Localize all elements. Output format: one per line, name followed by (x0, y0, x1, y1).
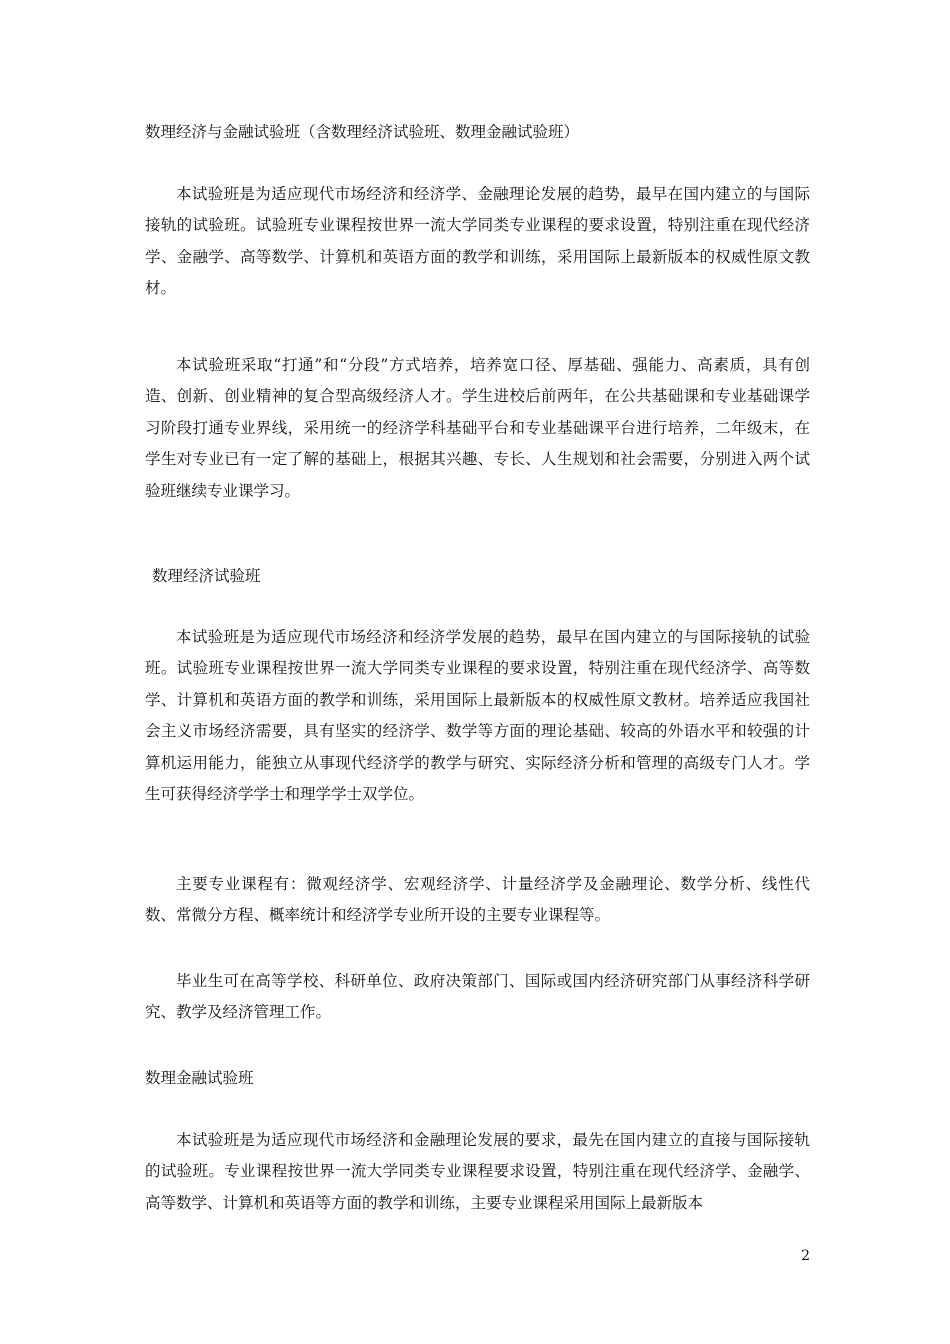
intro-paragraph-1: 本试验班是为适应现代市场经济和经济学、金融理论发展的趋势，最早在国内建立的与国际接轨的试验班。试验班专业课程按世界一流大学同类专业课程的要求设置，特别注重在现代经济学、金融学、高等数学、计算机和英语方面的教学和训练，采用国际上最新版本的权威性原文教材。 (145, 185, 810, 298)
document-title: 数理经济与金融试验班（含数理经济试验班、数理金融试验班） (145, 123, 580, 141)
econ-paragraph-courses: 主要专业课程有：微观经济学、宏观经济学、计量经济学及金融理论、数学分析、线性代数、常微分方程、概率统计和经济学专业所开设的主要专业课程等。 (145, 875, 810, 925)
econ-paragraph-careers: 毕业生可在高等学校、科研单位、政府决策部门、国际或国内经济研究部门从事经济科学研究、教学及经济管理工作。 (145, 972, 810, 1022)
section-heading-econ: 数理经济试验班 (152, 567, 261, 585)
intro-paragraph-2: 本试验班采取“打通”和“分段”方式培养，培养宽口径、厚基础、强能力、高素质，具有创造、创新、创业精神的复合型高级经济人才。学生进校后前两年，在公共基础课和专业基础课学习阶段打通专业界线，采用统一的经济学科基础平台和专业基础课平台进行培养，二年级末，在学生对专业已有一定了解的基础上，根据其兴趣、专长、人生规划和社会需要，分别进入两个试验班继续专业课学习。 (145, 356, 810, 500)
section-heading-fin: 数理金融试验班 (145, 1069, 254, 1087)
page-number: 2 (801, 1248, 810, 1264)
fin-paragraph-1: 本试验班是为适应现代市场经济和金融理论发展的要求，最先在国内建立的直接与国际接轨的试验班。专业课程按世界一流大学同类专业课程要求设置，特别注重在现代经济学、金融学、高等数学、计算机和英语等方面的教学和训练，主要专业课程采用国际上最新版本 (145, 1131, 810, 1212)
econ-paragraph-1: 本试验班是为适应现代市场经济和经济学发展的趋势，最早在国内建立的与国际接轨的试验班。试验班专业课程按世界一流大学同类专业课程的要求设置，特别注重在现代经济学、高等数学、计算机和英语方面的教学和训练，采用国际上最新版本的权威性原文教材。培养适应我国社会主义市场经济需要，具有坚实的经济学、数学等方面的理论基础、较高的外语水平和较强的计算机运用能力，能独立从事现代经济学的教学与研究、实际经济分析和管理的高级专门人才。学生可获得经济学学士和理学学士双学位。 (145, 628, 810, 804)
